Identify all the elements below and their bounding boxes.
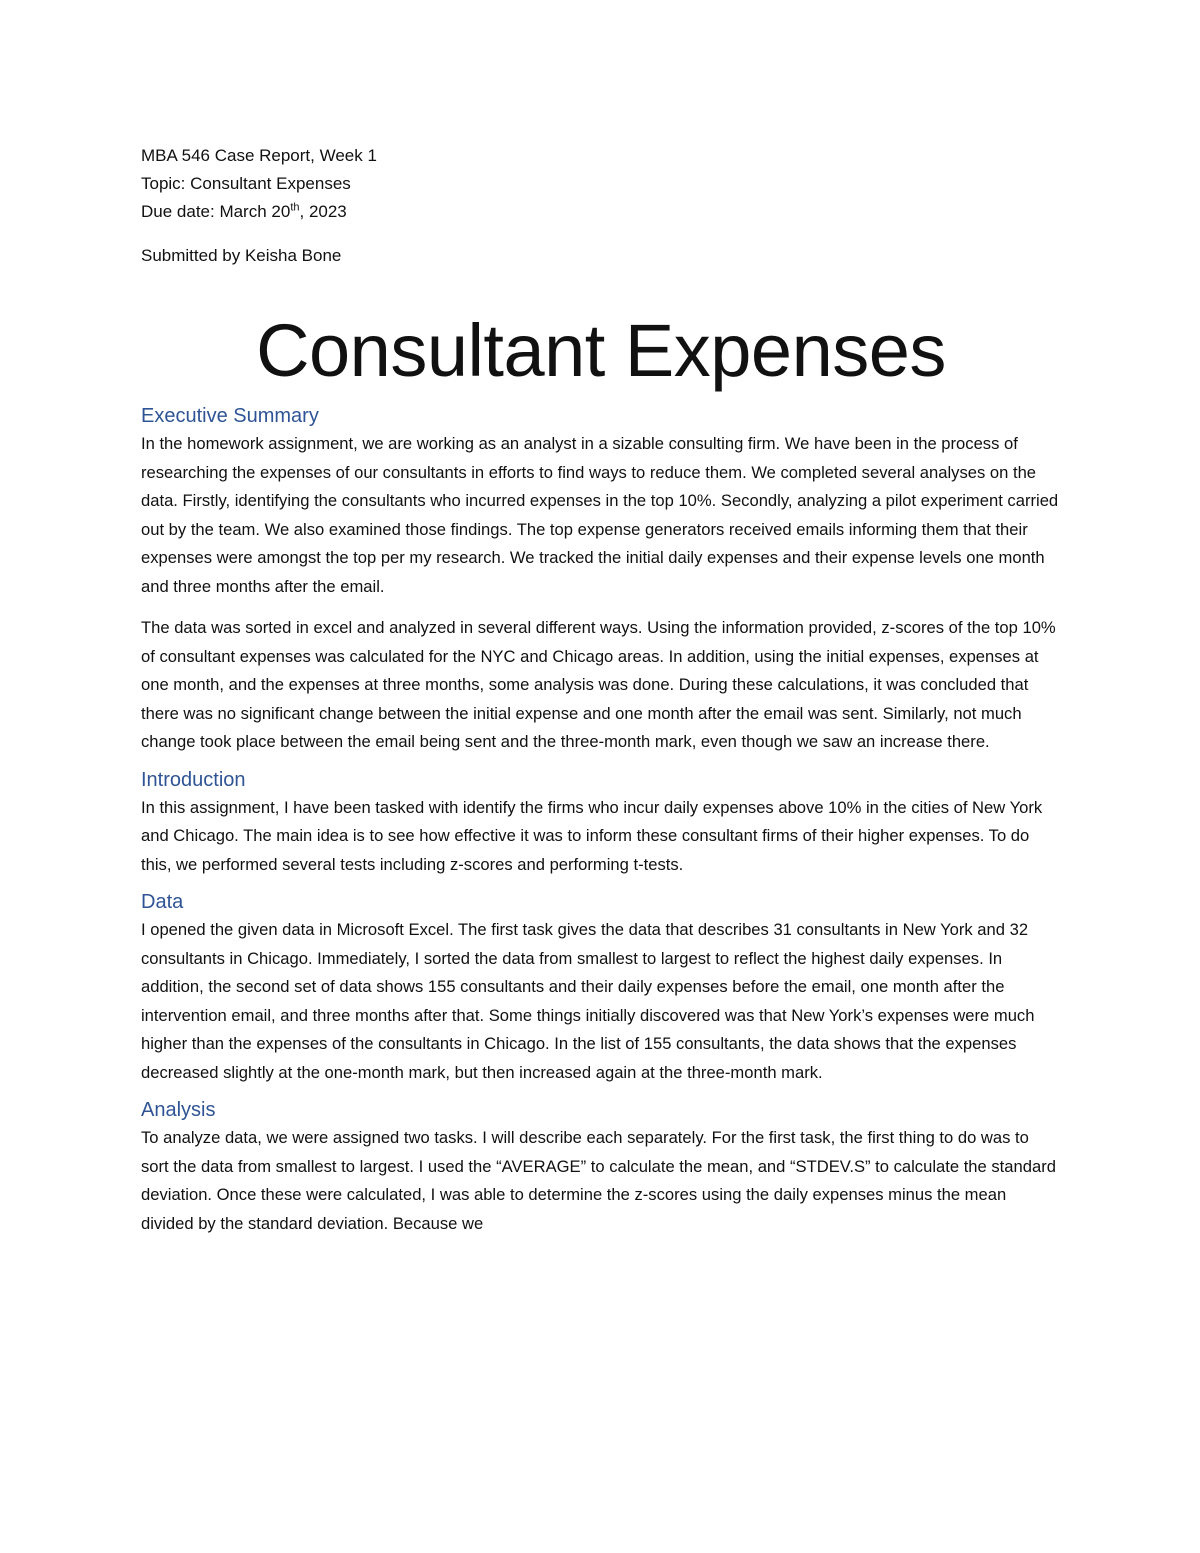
- paragraph: In this assignment, I have been tasked with identify the firms who incur daily expenses above 10% in the cities of New York and Chicago. The main idea is to see how effective it was to inform these consultant firms of their higher expenses. To do this, we performed several tests including z-scores and performing t-tests.: [141, 797, 1043, 874]
- section-heading: Introduction: [141, 768, 246, 791]
- paragraph: The data was sorted in excel and analyzed in several different ways. Using the information provided, z-scores of the top 10% of consultant expenses was calculated for the NYC and Chicago areas. In addition, using the initial expenses, expenses at one month, and the expenses at three months, some analysis was done. During these calculations, it was concluded that there was no significant change between the initial expense and one month after the email was sent. Similarly, not much change took place between the email being sent and the three-month mark, even though we saw an increase there.: [141, 618, 1056, 751]
- course-line: MBA 546 Case Report, Week 1: [141, 146, 377, 165]
- submitted-by: Submitted by Keisha Bone: [141, 246, 342, 265]
- section-heading: Data: [141, 891, 184, 913]
- section-heading: Executive Summary: [141, 405, 319, 427]
- document-page: [141, 142, 1061, 1247]
- section-executive-summary: [141, 402, 1061, 757]
- paragraph: To analyze data, we were assigned two tasks. I will describe each separately. For the first task, the first thing to do was to sort the data from smallest to largest. I used the “AVERAGE” to calculate the mean, and “STDEV.S” to calculate the standard deviation. Once these were calculated, I was able to determine the z-scores using the daily expenses minus the mean divided by the standard deviation. Because we: [141, 1128, 1056, 1233]
- section-heading: Analysis: [141, 1099, 216, 1121]
- section-analysis: [141, 1096, 1061, 1238]
- due-date-line: [141, 198, 1061, 226]
- topic-line: Topic: Consultant Expenses: [141, 174, 351, 193]
- section-introduction: [141, 766, 1061, 880]
- due-date-superscript: th: [290, 201, 300, 214]
- paragraph: In the homework assignment, we are working as an analyst in a sizable consulting firm. We have been in the process of researching the expenses of our consultants in efforts to find ways to reduce them. We completed several analyses on the data. Firstly, identifying the consultants who incurred expenses in the top 10%. Secondly, analyzing a pilot experiment carried out by the team. We also examined those findings. The top expense generators received emails informing them that their expenses were amongst the top per my research. We tracked the initial daily expenses and their expense levels one month and three months after the email.: [141, 434, 1059, 596]
- paragraph: I opened the given data in Microsoft Excel. The first task gives the data that describes 31 consultants in New York and 32 consultants in Chicago. Immediately, I sorted the data from smallest to largest to reflect the highest daily expenses. In addition, the second set of data shows 155 consultants and their daily expenses before the email, one month after the intervention email, and three months after that. Some things initially discovered was that New York’s expenses were much higher than the expenses of the consultants in Chicago. In the list of 155 consultants, the data shows that the expenses decreased slightly at the one-month mark, but then increased again at the three-month mark.: [141, 920, 1035, 1082]
- due-date-suffix: , 2023: [299, 202, 347, 221]
- document-title: Consultant Expenses: [256, 309, 946, 392]
- section-data: [141, 888, 1061, 1087]
- due-date-prefix: Due date: March 20: [141, 202, 291, 221]
